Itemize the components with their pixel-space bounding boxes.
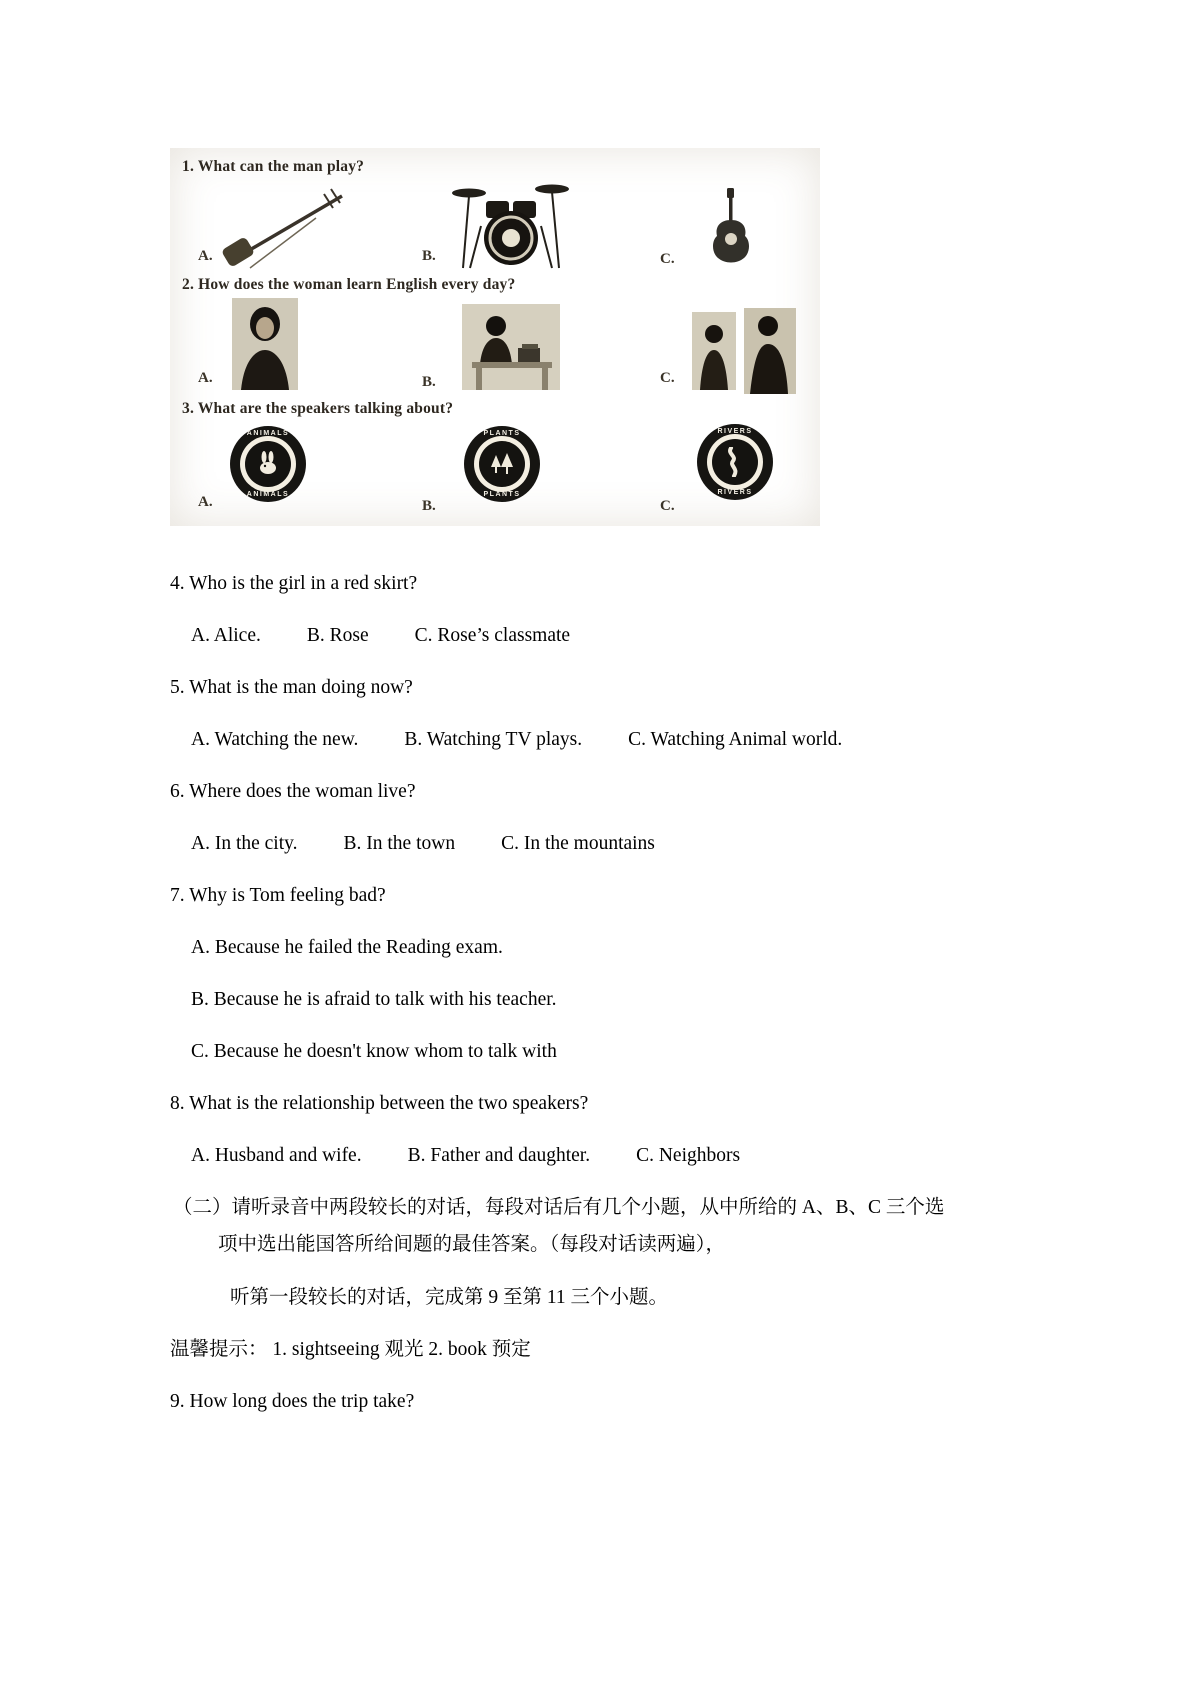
rabbit-icon [253,449,283,479]
option: A. In the city. [191,833,298,854]
option: C. In the mountains [501,833,655,854]
question-list [170,568,1180,1171]
option-line: A. Because he failed the Reading exam. [191,937,503,958]
animals-badge-text-bottom: ANIMALS [246,491,290,498]
scan-q1-option-b-label: B. [422,248,436,264]
guitar-icon [708,186,754,266]
river-icon [720,447,750,477]
option-line: C. Because he doesn't know whom to talk with [191,1041,557,1062]
option: C. Watching Animal world. [628,729,843,750]
listening-picture-section [170,148,820,526]
plants-badge-emblem [479,441,525,487]
scan-question-2-stem: 2. How does the woman learn English every day? [182,276,516,293]
option: C. Rose’s classmate [414,625,571,646]
animals-badge-ring [240,436,296,492]
woman-portrait-photo [232,298,298,390]
question-stem: 6. Where does the woman live? [170,781,416,802]
vocabulary-tips: 温馨提示： 1. sightseeing 观光 2. book 预定 [170,1339,531,1360]
options-line [191,1140,1180,1171]
plants-badge-text-bottom: PLANTS [483,491,521,498]
question-text-section [170,568,1180,1438]
question-stem: 4. Who is the girl in a red skirt? [170,573,418,594]
question-stem: 7. Why is Tom feeling bad? [170,885,386,906]
scan-question-1-stem: 1. What can the man play? [182,158,365,175]
rivers-badge-ring [707,434,763,490]
scan-q3-option-b-label: B. [422,498,436,514]
option: B. Rose [306,625,369,646]
rivers-badge-text: RIVERS [717,428,753,435]
scan-q3-option-c-label: C. [660,498,675,514]
section2-instruction-line2: 项中选出能国答所给间题的最佳答案。（每段对话读两遍）， [218,1234,726,1255]
options-line [191,828,1180,859]
scan-question-3-stem: 3. What are the speakers talking about? [182,400,454,417]
question-9-stem: 9. How long does the trip take? [170,1391,415,1412]
scan-q2-option-c-label: C. [660,370,675,386]
question-stem: 5. What is the man doing now? [170,677,413,698]
option: B. Watching TV plays. [404,729,583,750]
scan-q1-option-c-label: C. [660,251,675,267]
plants-badge-ring [474,436,530,492]
string-instrument-erhu-icon [218,186,350,272]
plants-badge [464,426,540,502]
options-line [191,620,1180,651]
rivers-badge-emblem [712,439,758,485]
scan-q2-option-b-label: B. [422,374,436,390]
option-line: B. Because he is afraid to talk with his teacher. [191,989,557,1010]
option: C. Neighbors [636,1145,741,1166]
plants-badge-text: PLANTS [483,430,521,437]
section2-instruction-line1: （二）请听录音中两段较长的对话，每段对话后有几个小题，从中所给的 A、B、C 三个选 [173,1197,945,1218]
animals-badge-emblem [245,441,291,487]
option: B. Father and daughter. [407,1145,591,1166]
animals-badge [230,426,306,502]
studying-at-desk-photo [462,304,560,390]
scan-q3-option-a-label: A. [198,494,213,510]
two-people-talking-photo [692,308,796,394]
option: A. Watching the new. [191,729,359,750]
option: A. Alice. [191,625,261,646]
scan-q2-option-a-label: A. [198,370,213,386]
option: B. In the town [343,833,456,854]
rivers-badge [697,424,773,500]
drum-set-icon [450,176,572,270]
question-stem: 8. What is the relationship between the two speakers? [170,1093,589,1114]
options-line [191,724,1180,755]
option: A. Husband and wife. [191,1145,362,1166]
section2-sub-instruction: 听第一段较长的对话，完成第 9 至第 11 三个小题。 [230,1287,669,1308]
scan-q1-option-a-label: A. [198,248,213,264]
animals-badge-text: ANIMALS [246,430,290,437]
rivers-badge-text-bottom: RIVERS [717,489,753,496]
trees-icon [487,449,517,479]
